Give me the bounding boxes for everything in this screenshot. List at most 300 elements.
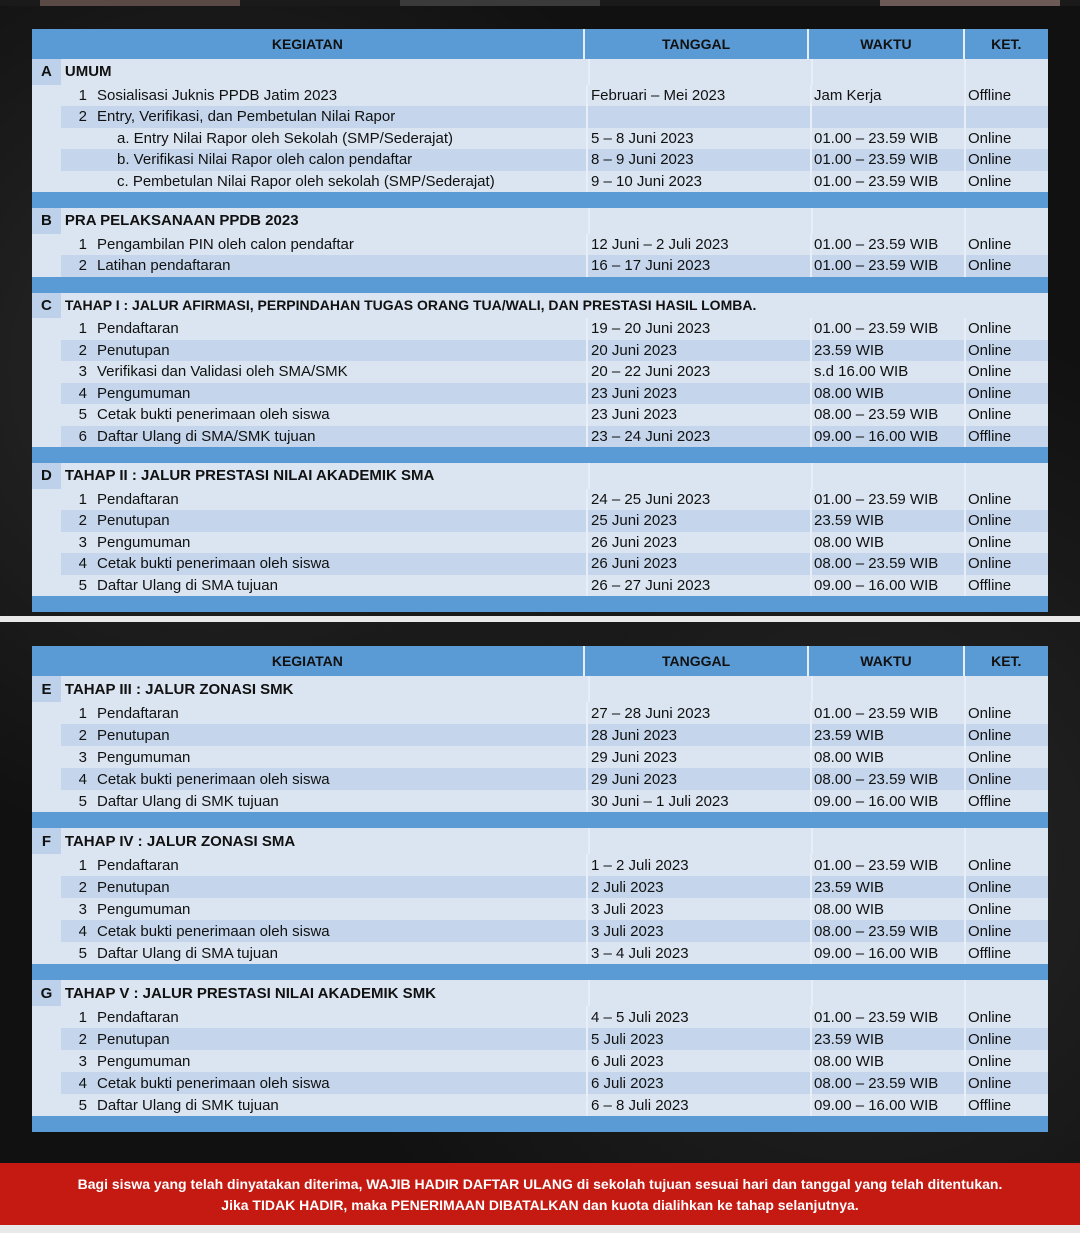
empty-cell xyxy=(588,59,811,85)
letter-gutter xyxy=(32,340,61,362)
waktu-cell: 01.00 – 23.59 WIB xyxy=(810,854,964,876)
section-row xyxy=(32,980,1048,1006)
table-row xyxy=(32,724,1048,746)
waktu-cell: 08.00 WIB xyxy=(810,1050,964,1072)
empty-cell xyxy=(588,208,811,234)
tanggal-cell: 3 Juli 2023 xyxy=(586,920,810,942)
tanggal-cell: 9 – 10 Juni 2023 xyxy=(586,171,810,193)
section-title: UMUM xyxy=(64,63,112,81)
ket-cell: Online xyxy=(964,383,1048,405)
letter-gutter xyxy=(32,942,61,964)
letter-gutter xyxy=(32,106,61,128)
letter-gutter xyxy=(32,426,61,448)
table-row xyxy=(32,1094,1048,1116)
section-title: TAHAP III : JALUR ZONASI SMK xyxy=(64,680,294,698)
tanggal-cell: 16 – 17 Juni 2023 xyxy=(586,255,810,277)
kegiatan-cell xyxy=(61,234,586,256)
item-label: Cetak bukti penerimaan oleh siswa xyxy=(97,770,330,788)
letter-gutter xyxy=(32,489,61,511)
waktu-cell: 01.00 – 23.59 WIB xyxy=(810,234,964,256)
item-label: Latihan pendaftaran xyxy=(97,257,231,275)
ket-cell: Online xyxy=(964,768,1048,790)
table-row xyxy=(32,920,1048,942)
item-label: Cetak bukti penerimaan oleh siswa xyxy=(97,406,330,424)
waktu-cell: 01.00 – 23.59 WIB xyxy=(810,1006,964,1028)
section-spacer xyxy=(32,964,1048,980)
table-row xyxy=(32,510,1048,532)
kegiatan-cell xyxy=(61,318,586,340)
waktu-cell: 08.00 WIB xyxy=(810,383,964,405)
tanggal-cell: 12 Juni – 2 Juli 2023 xyxy=(586,234,810,256)
kegiatan-cell xyxy=(61,1094,586,1116)
kegiatan-cell xyxy=(61,1072,586,1094)
item-number: 5 xyxy=(78,406,87,424)
waktu-cell: 08.00 WIB xyxy=(810,898,964,920)
divider xyxy=(0,616,1080,622)
item-number: 2 xyxy=(78,1030,87,1048)
waktu-cell: 09.00 – 16.00 WIB xyxy=(810,942,964,964)
table-row xyxy=(32,746,1048,768)
letter-gutter xyxy=(32,255,61,277)
waktu-cell: 01.00 – 23.59 WIB xyxy=(810,489,964,511)
tanggal-cell: 3 – 4 Juli 2023 xyxy=(586,942,810,964)
letter-gutter xyxy=(32,361,61,383)
letter-gutter xyxy=(32,1006,61,1028)
waktu-cell: 01.00 – 23.59 WIB xyxy=(810,171,964,193)
item-label: Daftar Ulang di SMK tujuan xyxy=(97,1096,279,1114)
ket-cell: Online xyxy=(964,532,1048,554)
header-ket: KET. xyxy=(965,646,1049,676)
table-row xyxy=(32,234,1048,256)
section-title: TAHAP IV : JALUR ZONASI SMA xyxy=(64,832,296,850)
kegiatan-cell xyxy=(61,724,586,746)
waktu-cell: 09.00 – 16.00 WIB xyxy=(810,790,964,812)
kegiatan-cell xyxy=(61,340,586,362)
empty-cell xyxy=(811,676,964,702)
table-row xyxy=(32,553,1048,575)
item-number: 2 xyxy=(78,108,87,126)
empty-cell xyxy=(811,208,964,234)
item-number: 3 xyxy=(78,1052,87,1070)
item-label: Daftar Ulang di SMA tujuan xyxy=(97,944,278,962)
table-row xyxy=(32,1072,1048,1094)
waktu-cell: 01.00 – 23.59 WIB xyxy=(810,128,964,150)
waktu-cell: 23.59 WIB xyxy=(810,340,964,362)
item-label: Daftar Ulang di SMA/SMK tujuan xyxy=(97,427,316,445)
item-number: 1 xyxy=(78,490,87,508)
ket-cell: Online xyxy=(964,920,1048,942)
empty-cell xyxy=(811,828,964,854)
waktu-cell: 08.00 – 23.59 WIB xyxy=(810,553,964,575)
item-number: 1 xyxy=(78,235,87,253)
ket-cell: Online xyxy=(964,255,1048,277)
section-spacer xyxy=(32,596,1048,612)
item-number: 1 xyxy=(78,704,87,722)
item-number: 2 xyxy=(78,726,87,744)
header-ket: KET. xyxy=(965,29,1049,59)
letter-gutter xyxy=(32,383,61,405)
table-row xyxy=(32,942,1048,964)
header-waktu: WAKTU xyxy=(809,29,964,59)
item-label: Penutupan xyxy=(97,878,170,896)
letter-gutter xyxy=(32,510,61,532)
letter-gutter xyxy=(32,876,61,898)
tanggal-cell: 1 – 2 Juli 2023 xyxy=(586,854,810,876)
section-title: TAHAP I : JALUR AFIRMASI, PERPINDAHAN TUGAS ORANG TUA/WALI, DAN PRESTASI HASIL LOMBA. xyxy=(64,297,757,314)
kegiatan-cell xyxy=(61,383,586,405)
item-number: 2 xyxy=(78,257,87,275)
kegiatan-cell xyxy=(61,1028,586,1050)
item-label: Pendaftaran xyxy=(97,1008,179,1026)
waktu-cell: 01.00 – 23.59 WIB xyxy=(810,255,964,277)
item-number: 5 xyxy=(78,1096,87,1114)
ket-cell: Online xyxy=(964,171,1048,193)
letter-gutter xyxy=(32,575,61,597)
ket-cell: Online xyxy=(964,898,1048,920)
item-label: a. Entry Nilai Rapor oleh Sekolah (SMP/Sederajat) xyxy=(117,129,453,147)
item-label: Cetak bukti penerimaan oleh siswa xyxy=(97,922,330,940)
schedule-table-2 xyxy=(32,646,1048,1149)
tanggal-cell: Februari – Mei 2023 xyxy=(586,85,810,107)
item-label: Pengumuman xyxy=(97,900,191,918)
item-number: 2 xyxy=(78,341,87,359)
kegiatan-cell xyxy=(61,489,586,511)
item-number: 4 xyxy=(78,770,87,788)
ket-cell: Online xyxy=(964,1050,1048,1072)
kegiatan-cell xyxy=(61,149,586,171)
item-label: Penutupan xyxy=(97,341,170,359)
letter-gutter xyxy=(32,553,61,575)
kegiatan-cell xyxy=(61,942,586,964)
ket-cell: Online xyxy=(964,1006,1048,1028)
item-number: 2 xyxy=(78,878,87,896)
empty-cell xyxy=(588,676,811,702)
table-row xyxy=(32,790,1048,812)
ket-cell: Offline xyxy=(964,1094,1048,1116)
header-waktu: WAKTU xyxy=(809,646,964,676)
table-row xyxy=(32,702,1048,724)
waktu-cell: 01.00 – 23.59 WIB xyxy=(810,702,964,724)
item-label: Pendaftaran xyxy=(97,704,179,722)
tanggal-cell: 6 – 8 Juli 2023 xyxy=(586,1094,810,1116)
waktu-cell xyxy=(810,106,964,128)
ket-cell: Offline xyxy=(964,790,1048,812)
tanggal-cell: 23 – 24 Juni 2023 xyxy=(586,426,810,448)
ket-cell: Online xyxy=(964,702,1048,724)
kegiatan-cell xyxy=(61,1050,586,1072)
ket-cell: Online xyxy=(964,746,1048,768)
notice-line-2: Jika TIDAK HADIR, maka PENERIMAAN DIBATALKAN dan kuota dialihkan ke tahap selanjutnya. xyxy=(221,1196,859,1213)
waktu-cell: 23.59 WIB xyxy=(810,1028,964,1050)
tanggal-cell xyxy=(586,106,810,128)
empty-cell xyxy=(588,463,811,489)
empty-cell xyxy=(588,980,811,1006)
item-number: 2 xyxy=(78,512,87,530)
item-number: 3 xyxy=(78,900,87,918)
table-row xyxy=(32,1006,1048,1028)
letter-gutter xyxy=(32,128,61,150)
tanggal-cell: 20 – 22 Juni 2023 xyxy=(586,361,810,383)
ket-cell: Online xyxy=(964,234,1048,256)
section-letter: A xyxy=(32,59,61,85)
table-row xyxy=(32,361,1048,383)
kegiatan-cell xyxy=(61,768,586,790)
item-number: 4 xyxy=(78,555,87,573)
letter-gutter xyxy=(32,898,61,920)
letter-gutter xyxy=(32,724,61,746)
empty-cell xyxy=(811,463,964,489)
empty-cell xyxy=(964,828,1048,854)
header-tanggal: TANGGAL xyxy=(585,646,810,676)
section-letter: B xyxy=(32,208,61,234)
empty-cell xyxy=(588,828,811,854)
waktu-cell: 23.59 WIB xyxy=(810,510,964,532)
section-letter: F xyxy=(32,828,61,854)
kegiatan-cell xyxy=(61,510,586,532)
ket-cell: Offline xyxy=(964,575,1048,597)
table-row xyxy=(32,426,1048,448)
item-label: c. Pembetulan Nilai Rapor oleh sekolah (SMP/Sederajat) xyxy=(117,172,495,190)
waktu-cell: 08.00 WIB xyxy=(810,746,964,768)
kegiatan-cell xyxy=(61,426,586,448)
item-label: Pengumuman xyxy=(97,748,191,766)
ket-cell: Online xyxy=(964,553,1048,575)
item-label: Entry, Verifikasi, dan Pembetulan Nilai Rapor xyxy=(97,108,396,126)
item-number: 3 xyxy=(78,533,87,551)
kegiatan-cell xyxy=(61,920,586,942)
empty-cell xyxy=(964,980,1048,1006)
kegiatan-cell xyxy=(61,106,586,128)
waktu-cell: 09.00 – 16.00 WIB xyxy=(810,575,964,597)
table-row xyxy=(32,575,1048,597)
kegiatan-cell xyxy=(61,854,586,876)
ket-cell: Online xyxy=(964,854,1048,876)
kegiatan-cell xyxy=(61,361,586,383)
table-row xyxy=(32,532,1048,554)
waktu-cell: s.d 16.00 WIB xyxy=(810,361,964,383)
section-spacer xyxy=(32,812,1048,828)
bottom-border xyxy=(0,1225,1080,1233)
item-number: 1 xyxy=(78,856,87,874)
letter-gutter xyxy=(32,768,61,790)
section-title: TAHAP II : JALUR PRESTASI NILAI AKADEMIK SMA xyxy=(64,467,435,485)
item-label: Sosialisasi Juknis PPDB Jatim 2023 xyxy=(97,86,338,104)
ket-cell: Online xyxy=(964,128,1048,150)
ket-cell: Offline xyxy=(964,942,1048,964)
table-row xyxy=(32,1050,1048,1072)
item-label: Cetak bukti penerimaan oleh siswa xyxy=(97,555,330,573)
section-letter: E xyxy=(32,676,61,702)
letter-gutter xyxy=(32,854,61,876)
kegiatan-cell xyxy=(61,1006,586,1028)
table-row xyxy=(32,768,1048,790)
item-label: Daftar Ulang di SMA tujuan xyxy=(97,576,278,594)
table-row xyxy=(32,898,1048,920)
tanggal-cell: 3 Juli 2023 xyxy=(586,898,810,920)
ket-cell: Online xyxy=(964,510,1048,532)
item-number: 3 xyxy=(78,748,87,766)
tanggal-cell: 26 Juni 2023 xyxy=(586,532,810,554)
tanggal-cell: 6 Juli 2023 xyxy=(586,1072,810,1094)
item-label: Pengumuman xyxy=(97,384,191,402)
kegiatan-cell xyxy=(61,404,586,426)
section-row xyxy=(32,676,1048,702)
tanggal-cell: 26 – 27 Juni 2023 xyxy=(586,575,810,597)
tanggal-cell: 4 – 5 Juli 2023 xyxy=(586,1006,810,1028)
tanggal-cell: 27 – 28 Juni 2023 xyxy=(586,702,810,724)
header-kegiatan: KEGIATAN xyxy=(32,29,585,59)
tanggal-cell: 23 Juni 2023 xyxy=(586,383,810,405)
kegiatan-cell xyxy=(61,85,586,107)
table-row xyxy=(32,171,1048,193)
ket-cell: Online xyxy=(964,489,1048,511)
letter-gutter xyxy=(32,1050,61,1072)
letter-gutter xyxy=(32,1072,61,1094)
kegiatan-cell xyxy=(61,171,586,193)
waktu-cell: 01.00 – 23.59 WIB xyxy=(810,318,964,340)
table-row xyxy=(32,149,1048,171)
ket-cell: Offline xyxy=(964,426,1048,448)
section-title: PRA PELAKSANAAN PPDB 2023 xyxy=(64,212,299,230)
ket-cell xyxy=(964,106,1048,128)
section-row xyxy=(32,293,1048,319)
table-row xyxy=(32,383,1048,405)
waktu-cell: 08.00 WIB xyxy=(810,532,964,554)
waktu-cell: Jam Kerja xyxy=(810,85,964,107)
table-row xyxy=(32,854,1048,876)
item-label: Penutupan xyxy=(97,1030,170,1048)
empty-cell xyxy=(964,59,1048,85)
tanggal-cell: 26 Juni 2023 xyxy=(586,553,810,575)
tanggal-cell: 6 Juli 2023 xyxy=(586,1050,810,1072)
kegiatan-cell xyxy=(61,876,586,898)
item-label: Pengumuman xyxy=(97,533,191,551)
item-number: 4 xyxy=(78,1074,87,1092)
tanggal-cell: 30 Juni – 1 Juli 2023 xyxy=(586,790,810,812)
item-label: Pendaftaran xyxy=(97,490,179,508)
table-row xyxy=(32,1028,1048,1050)
item-number: 5 xyxy=(78,576,87,594)
letter-gutter xyxy=(32,404,61,426)
waktu-cell: 09.00 – 16.00 WIB xyxy=(810,1094,964,1116)
tanggal-cell: 28 Juni 2023 xyxy=(586,724,810,746)
ket-cell: Online xyxy=(964,1072,1048,1094)
letter-gutter xyxy=(32,1094,61,1116)
notice-banner xyxy=(0,1163,1080,1225)
letter-gutter xyxy=(32,920,61,942)
item-number: 4 xyxy=(78,384,87,402)
table-row xyxy=(32,318,1048,340)
ket-cell: Online xyxy=(964,724,1048,746)
section-row xyxy=(32,59,1048,85)
ket-cell: Online xyxy=(964,1028,1048,1050)
kegiatan-cell xyxy=(61,255,586,277)
letter-gutter xyxy=(32,85,61,107)
item-label: Pengumuman xyxy=(97,1052,191,1070)
empty-cell xyxy=(811,980,964,1006)
section-spacer xyxy=(32,447,1048,463)
section-row xyxy=(32,828,1048,854)
ket-cell: Online xyxy=(964,340,1048,362)
letter-gutter xyxy=(32,532,61,554)
item-number: 5 xyxy=(78,792,87,810)
schedule-table-1 xyxy=(32,29,1048,600)
section-spacer xyxy=(32,1116,1048,1132)
empty-cell xyxy=(964,676,1048,702)
section-spacer xyxy=(32,192,1048,208)
item-label: b. Verifikasi Nilai Rapor oleh calon pendaftar xyxy=(117,151,413,169)
kegiatan-cell xyxy=(61,702,586,724)
kegiatan-cell xyxy=(61,553,586,575)
ket-cell: Online xyxy=(964,318,1048,340)
table-body xyxy=(32,676,1048,1132)
tanggal-cell: 29 Juni 2023 xyxy=(586,746,810,768)
kegiatan-cell xyxy=(61,128,586,150)
empty-cell xyxy=(964,463,1048,489)
letter-gutter xyxy=(32,1028,61,1050)
table-row xyxy=(32,255,1048,277)
table-row xyxy=(32,340,1048,362)
empty-cell xyxy=(811,59,964,85)
waktu-cell: 08.00 – 23.59 WIB xyxy=(810,920,964,942)
kegiatan-cell xyxy=(61,790,586,812)
item-number: 1 xyxy=(78,86,87,104)
header-tanggal: TANGGAL xyxy=(585,29,810,59)
section-spacer xyxy=(32,277,1048,293)
tanggal-cell: 24 – 25 Juni 2023 xyxy=(586,489,810,511)
letter-gutter xyxy=(32,790,61,812)
ket-cell: Online xyxy=(964,404,1048,426)
tanggal-cell: 5 Juli 2023 xyxy=(586,1028,810,1050)
ket-cell: Online xyxy=(964,361,1048,383)
table-body xyxy=(32,59,1048,612)
waktu-cell: 09.00 – 16.00 WIB xyxy=(810,426,964,448)
table-header xyxy=(32,646,1048,676)
item-number: 6 xyxy=(78,427,87,445)
kegiatan-cell xyxy=(61,532,586,554)
waktu-cell: 23.59 WIB xyxy=(810,876,964,898)
tanggal-cell: 25 Juni 2023 xyxy=(586,510,810,532)
item-label: Pendaftaran xyxy=(97,320,179,338)
item-number: 4 xyxy=(78,922,87,940)
item-number: 5 xyxy=(78,944,87,962)
header-kegiatan: KEGIATAN xyxy=(32,646,585,676)
letter-gutter xyxy=(32,318,61,340)
top-photo-strip xyxy=(0,0,1080,6)
item-label: Verifikasi dan Validasi oleh SMA/SMK xyxy=(97,363,348,381)
tanggal-cell: 2 Juli 2023 xyxy=(586,876,810,898)
letter-gutter xyxy=(32,149,61,171)
ket-cell: Online xyxy=(964,876,1048,898)
tanggal-cell: 19 – 20 Juni 2023 xyxy=(586,318,810,340)
item-label: Penutupan xyxy=(97,512,170,530)
tanggal-cell: 8 – 9 Juni 2023 xyxy=(586,149,810,171)
kegiatan-cell xyxy=(61,898,586,920)
waktu-cell: 08.00 – 23.59 WIB xyxy=(810,404,964,426)
tanggal-cell: 23 Juni 2023 xyxy=(586,404,810,426)
kegiatan-cell xyxy=(61,575,586,597)
tanggal-cell: 29 Juni 2023 xyxy=(586,768,810,790)
item-label: Pengambilan PIN oleh calon pendaftar xyxy=(97,235,354,253)
section-letter: C xyxy=(32,293,61,319)
letter-gutter xyxy=(32,171,61,193)
letter-gutter xyxy=(32,702,61,724)
item-number: 1 xyxy=(78,1008,87,1026)
item-label: Pendaftaran xyxy=(97,856,179,874)
waktu-cell: 08.00 – 23.59 WIB xyxy=(810,768,964,790)
waktu-cell: 23.59 WIB xyxy=(810,724,964,746)
table-row xyxy=(32,876,1048,898)
